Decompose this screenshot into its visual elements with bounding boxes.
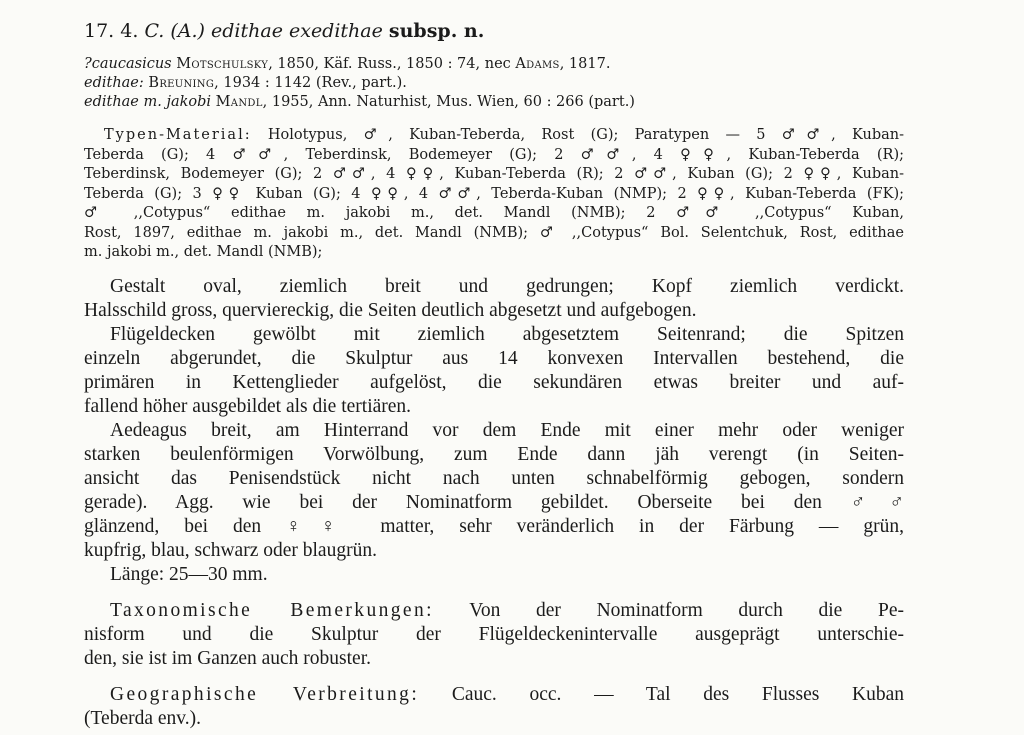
type-material-line: ♂ ,,Cotypus“ edithae m. jakobi m., det. Mandl (NMB); 2 ♂♂ ,,Cotypus“ Kuban, <box>84 205 904 221</box>
description-line: fallend höher ausgebildet als die tertiären. <box>84 395 412 417</box>
distribution-line: (Teberda env.). <box>84 707 202 729</box>
type-material-line: Rost, 1897, edithae m. jakobi m., det. Mandl (NMB); ♂ ,,Cotypus“ Bol. Selentchuk, Rost, edithae <box>84 224 904 241</box>
heading-genus: C. (A.) <box>144 20 205 42</box>
taxonomy-line: nisform und die Skulptur der Flügeldeckenintervalle ausgeprägt unterschie- <box>84 623 904 645</box>
description-line: ansicht das Penisendstück nicht nach unten schnabelförmig gebogen, sondern <box>84 467 904 489</box>
heading-rank: subsp. n. <box>388 20 485 42</box>
description-line: Aedeagus breit, am Hinterrand vor dem Ende mit einer mehr oder weniger <box>110 419 904 441</box>
type-material-label: Typen-Material: <box>104 127 252 143</box>
type-material-line: Teberda (G); 3 ♀♀ Kuban (G); 4 ♀♀, 4 ♂♂, Teberda-Kuban (NMP); 2 ♀♀, Kuban-Teberda (FK); <box>84 185 904 202</box>
description-line: primären in Kettenglieder aufgelöst, die sekundären etwas breiter und auf- <box>84 371 904 393</box>
taxonomy-line: den, sie ist im Ganzen auch robuster. <box>84 647 372 669</box>
synonym-line: edithae: Breuning, 1934 : 1142 (Rev., part.). <box>84 75 407 91</box>
synonym-line: edithae m. jakobi Mandl, 1955, Ann. Naturhist, Mus. Wien, 60 : 266 (part.) <box>84 94 635 110</box>
length-line: Länge: 25—30 mm. <box>110 563 268 585</box>
distribution-paragraph <box>84 683 904 731</box>
description-line: einzeln abgerundet, die Skulptur aus 14 konvexen Intervallen bestehend, die <box>84 347 904 369</box>
taxonomy-line: Taxonomische Bemerkungen: Von der Nominatform durch die Pe- <box>110 599 904 621</box>
taxonomy-paragraph <box>84 599 904 671</box>
description-paragraph <box>84 275 904 587</box>
description-line: Halsschild gross, querviereckig, die Seiten deutlich abgesetzt und aufgebogen. <box>84 299 697 321</box>
distribution-label: Geographische Verbreitung: <box>110 683 420 705</box>
description-line: kupfrig, blau, schwarz oder blaugrün. <box>84 539 377 561</box>
taxonomy-label: Taxonomische Bemerkungen: <box>110 599 434 621</box>
heading-number: 17. 4. <box>84 20 139 42</box>
type-material-paragraph <box>84 126 904 263</box>
synonymy-list <box>84 55 904 112</box>
distribution-line: Geographische Verbreitung: Cauc. occ. — Tal des Flusses Kuban <box>110 683 904 705</box>
type-material-line: Typen-Material: Holotypus, ♂, Kuban-Teberda, Rost (G); Paratypen — 5 ♂♂, Kuban- <box>104 127 904 143</box>
description-line: Flügeldecken gewölbt mit ziemlich abgesetztem Seitenrand; die Spitzen <box>110 323 904 345</box>
description-line: gerade). Agg. wie bei der Nominatform gebildet. Oberseite bei den ♂♂ <box>84 491 904 513</box>
document-page <box>84 10 904 731</box>
type-material-line: m. jakobi m., det. Mandl (NMB); <box>84 244 323 260</box>
description-line: glänzend, bei den ♀♀ matter, sehr veränderlich in der Färbung — grün, <box>84 515 904 537</box>
description-line: starken beulenförmigen Vorwölbung, zum Ende dann jäh verengt (in Seiten- <box>84 443 904 465</box>
species-heading <box>84 22 904 41</box>
description-line: Gestalt oval, ziemlich breit und gedrungen; Kopf ziemlich verdickt. <box>110 275 904 297</box>
synonym-line: ?caucasicus Motschulsky, 1850, Käf. Russ., 1850 : 74, nec Adams, 1817. <box>84 56 611 72</box>
type-material-line: Teberda (G); 4 ♂♂, Teberdinsk, Bodemeyer (G); 2 ♂♂, 4 ♀♀, Kuban-Teberda (R); <box>84 146 904 163</box>
heading-taxon: edithae exedithae <box>211 20 383 42</box>
type-material-line: Teberdinsk, Bodemeyer (G); 2 ♂♂, 4 ♀♀, Kuban-Teberda (R); 2 ♂♂, Kuban (G); 2 ♀♀, Kuban- <box>84 166 904 182</box>
